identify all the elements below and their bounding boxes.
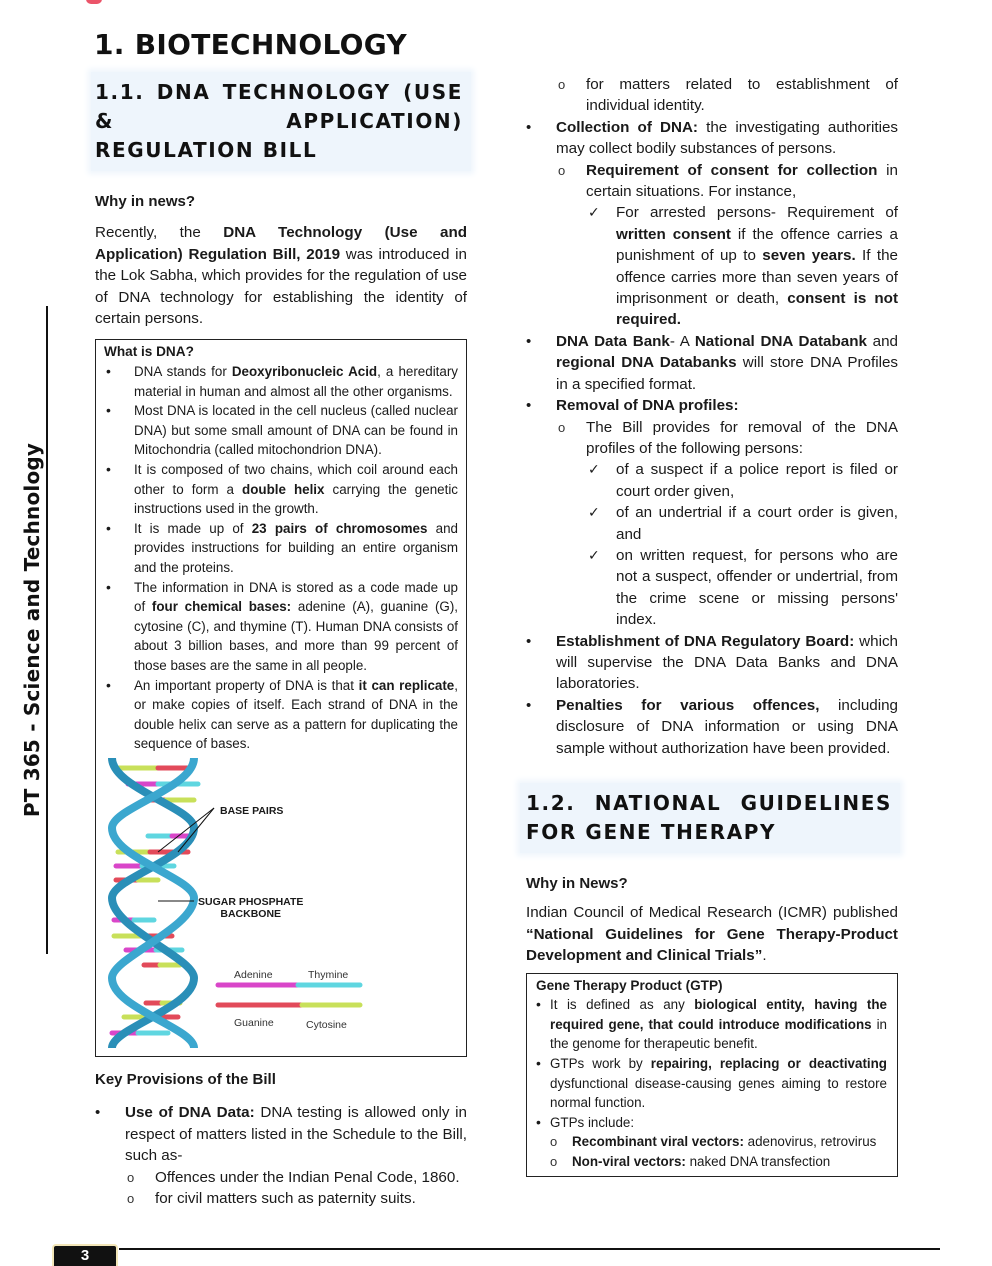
backbone-label-line2: BACKBONE [220,907,282,920]
bold-text: Establishment of DNA Regulatory Board: [556,632,855,650]
bold-text: regional DNA Databanks [556,354,737,372]
text: dysfunctional disease-causing genes aiming to restore normal function. [550,1075,887,1111]
text: DNA testing is allowed only in respect of matters listed in the Schedule to the Bill, such as- [125,1104,468,1165]
guanine-label: Guanine [234,1016,274,1029]
key-provisions-label: Key Provisions of the Bill [95,1070,276,1088]
dna-facts-list [104,362,458,754]
text: which will supervise the DNA Data Banks and DNA laboratories. [556,632,898,693]
tick-item: ✓ of an undertrial if a court order is given, and [586,502,898,545]
collection-tick-list [586,202,898,330]
text: adenine (A), guanine (G), cytosine (C), and thymine (T). Human DNA consists of about 3 billion bases, and more than 99 percent of those bases are the same in all people. [134,599,458,673]
provision-data-bank [526,331,898,395]
what-is-dna-box [95,339,467,1056]
text: , a hereditary material in human and almost all the other organisms. [134,364,458,399]
sub-item [556,160,898,331]
box-title: What is DNA? [104,344,194,360]
list-item [536,1054,887,1113]
bold-text: Non-viral vectors: [572,1153,686,1169]
provisions-list-right [526,74,898,759]
text: Recently, the [95,224,224,242]
list-item [536,995,887,1054]
intro-paragraph [95,222,467,329]
bill-name: DNA Technology (Use and Application) Regulation Bill, 2019 [95,224,467,263]
list-item [104,676,458,754]
sub-item [556,417,898,631]
text: was introduced in the Lok Sabha, which provides for the regulation of use of DNA technology for establishing the identity of certain persons. [95,245,467,328]
provision-regulatory-board [526,631,898,695]
bold-text: it can replicate [358,677,455,693]
sub-item: o for civil matters such as paternity suits. [125,1188,467,1209]
backbone-label-line1: SUGAR PHOSPHATE [198,895,304,908]
why-in-news-label: Why in news? [95,193,196,210]
page-title: 1. BIOTECHNOLOGY [94,28,407,61]
text: Indian Council of Medical Research (ICMR) published [526,904,898,922]
bold-text: “National Guidelines for Gene Therapy-Product Development and Clinical Trials” [526,925,898,965]
text: If the offence carries more than seven years of imprisonment or death, [616,247,898,308]
list-item [104,578,458,676]
use-sublist [125,1167,467,1210]
text: It is made up of [134,520,252,536]
removal-sublist [556,417,898,631]
text: adenovirus, retrovirus [743,1134,877,1150]
collection-sublist [556,160,898,331]
removal-tick-list [586,459,898,630]
text: if the offence carries a punishment of up to [616,225,898,265]
list-item [104,362,458,401]
bold-text: repairing, replacing or deactivating [650,1056,887,1071]
bold-text: National DNA Databank [694,332,867,350]
text: Most DNA is located in the cell nucleus (called nuclear DNA) but some small amount of DNA can be found in Mitochondria (called mitochondrion DNA). [134,403,458,458]
gtp-list [536,995,887,1132]
bold-text: Removal of DNA profiles: [556,397,739,415]
provisions-list-left [95,1102,467,1209]
text: For arrested persons- Requirement of [616,204,898,222]
bold-text: Collection of DNA: [556,118,698,136]
thymine-label: Thymine [308,968,349,981]
base-pairs-label: BASE PAIRS [220,804,284,817]
provision-use-of-dna-data [95,1102,467,1209]
list-item [104,401,458,460]
text: The Bill provides for removal of the DNA profiles of the following persons: [586,418,898,457]
bold-text: four chemical bases: [151,599,292,615]
list-item [536,1113,887,1133]
bold-text: written consent [616,225,731,243]
why-in-news-label-2: Why in News? [526,875,628,892]
page-number-badge: 3 [52,1244,118,1266]
dna-double-helix-figure [98,758,458,1048]
bold-text: Deoxyribonucleic Acid [231,364,378,380]
bold-text: DNA Data Bank [556,332,670,350]
text: GTPs include: [550,1114,635,1130]
provision-collection [526,117,898,331]
text: An important property of DNA is that [134,677,359,693]
cytosine-label: Cytosine [306,1018,347,1031]
gtp-box [526,973,898,1177]
text: The information in DNA is stored as a code made up of [134,579,458,615]
bold-text: Recombinant viral vectors: [572,1134,744,1150]
sub-item [548,1132,887,1152]
provision-penalties [526,695,898,759]
text: including disclosure of DNA information or using DNA sample without authorization have been provided. [556,696,899,757]
sub-item: o Offences under the Indian Penal Code, 1860. [125,1167,467,1188]
left-column [95,72,467,1209]
right-column [526,74,898,1177]
gtp-sublist [548,1132,887,1171]
text: - A [669,332,695,350]
backbone-label [198,896,303,920]
use-sublist-continued [556,74,898,117]
tick-item: ✓ of a suspect if a police report is filed or court order given, [586,459,898,502]
section-heading-dna-bill: 1.1. DNA TECHNOLOGY (USE & APPLICATION) REGULATION BILL [91,72,471,171]
bold-text: 23 pairs of chromosomes [251,520,428,536]
provision-use-continued [526,74,898,117]
gene-therapy-intro [526,902,898,966]
bold-text: double helix [242,481,325,497]
side-divider [46,306,48,954]
tick-item [586,202,898,330]
text: the investigating authorities may collect bodily substances of persons. [556,118,898,158]
sub-item: o for matters related to establishment of individual identity. [556,74,898,117]
text: and provides instructions for building an entire organism and the proteins. [134,520,459,575]
bold-text: consent is not required. [616,290,898,329]
text: in the genome for therapeutic benefit. [550,1016,887,1052]
adenine-label: Adenine [234,968,273,981]
text: naked DNA transfection [685,1153,831,1169]
bold-text: Penalties for various offences, [556,696,820,714]
text: in certain situations. For instance, [586,161,899,201]
bold-text: seven years. [762,247,856,265]
top-decoration-mark [86,0,102,4]
side-label-text: PT 365 - Science and Technology [20,442,44,818]
text: , or make copies of itself. Each strand of DNA in the double helix can serve as a pattern for duplicating the sequence of bases. [134,677,458,752]
text: will store DNA Profiles in a specified format. [556,354,898,393]
tick-item: ✓ on written request, for persons who are not a suspect, offender or undertrial, from the crime scene or missing persons' index. [586,545,898,631]
text: carrying the genetic instructions used in the growth. [134,481,458,517]
text: . [762,947,767,965]
bold-text: Use of DNA Data: [125,1104,255,1122]
section-heading-gene-therapy: 1.2. NATIONAL GUIDELINES FOR GENE THERAPY [520,783,900,853]
text: It is defined as any [550,997,695,1013]
text: DNA stands for [134,364,232,380]
list-item [104,460,458,519]
bold-text: biological entity, having the required gene, that could introduce modifications [550,997,887,1032]
text: It is composed of two chains, which coil around each other to form a [134,462,458,497]
footer-divider [119,1248,940,1250]
provision-removal [526,395,898,630]
box-title: Gene Therapy Product (GTP) [536,977,723,993]
text: GTPs work by [550,1056,651,1071]
list-item [104,519,458,578]
bold-text: Requirement of consent for collection [586,161,878,179]
sub-item [548,1152,887,1172]
text: and [866,332,899,350]
